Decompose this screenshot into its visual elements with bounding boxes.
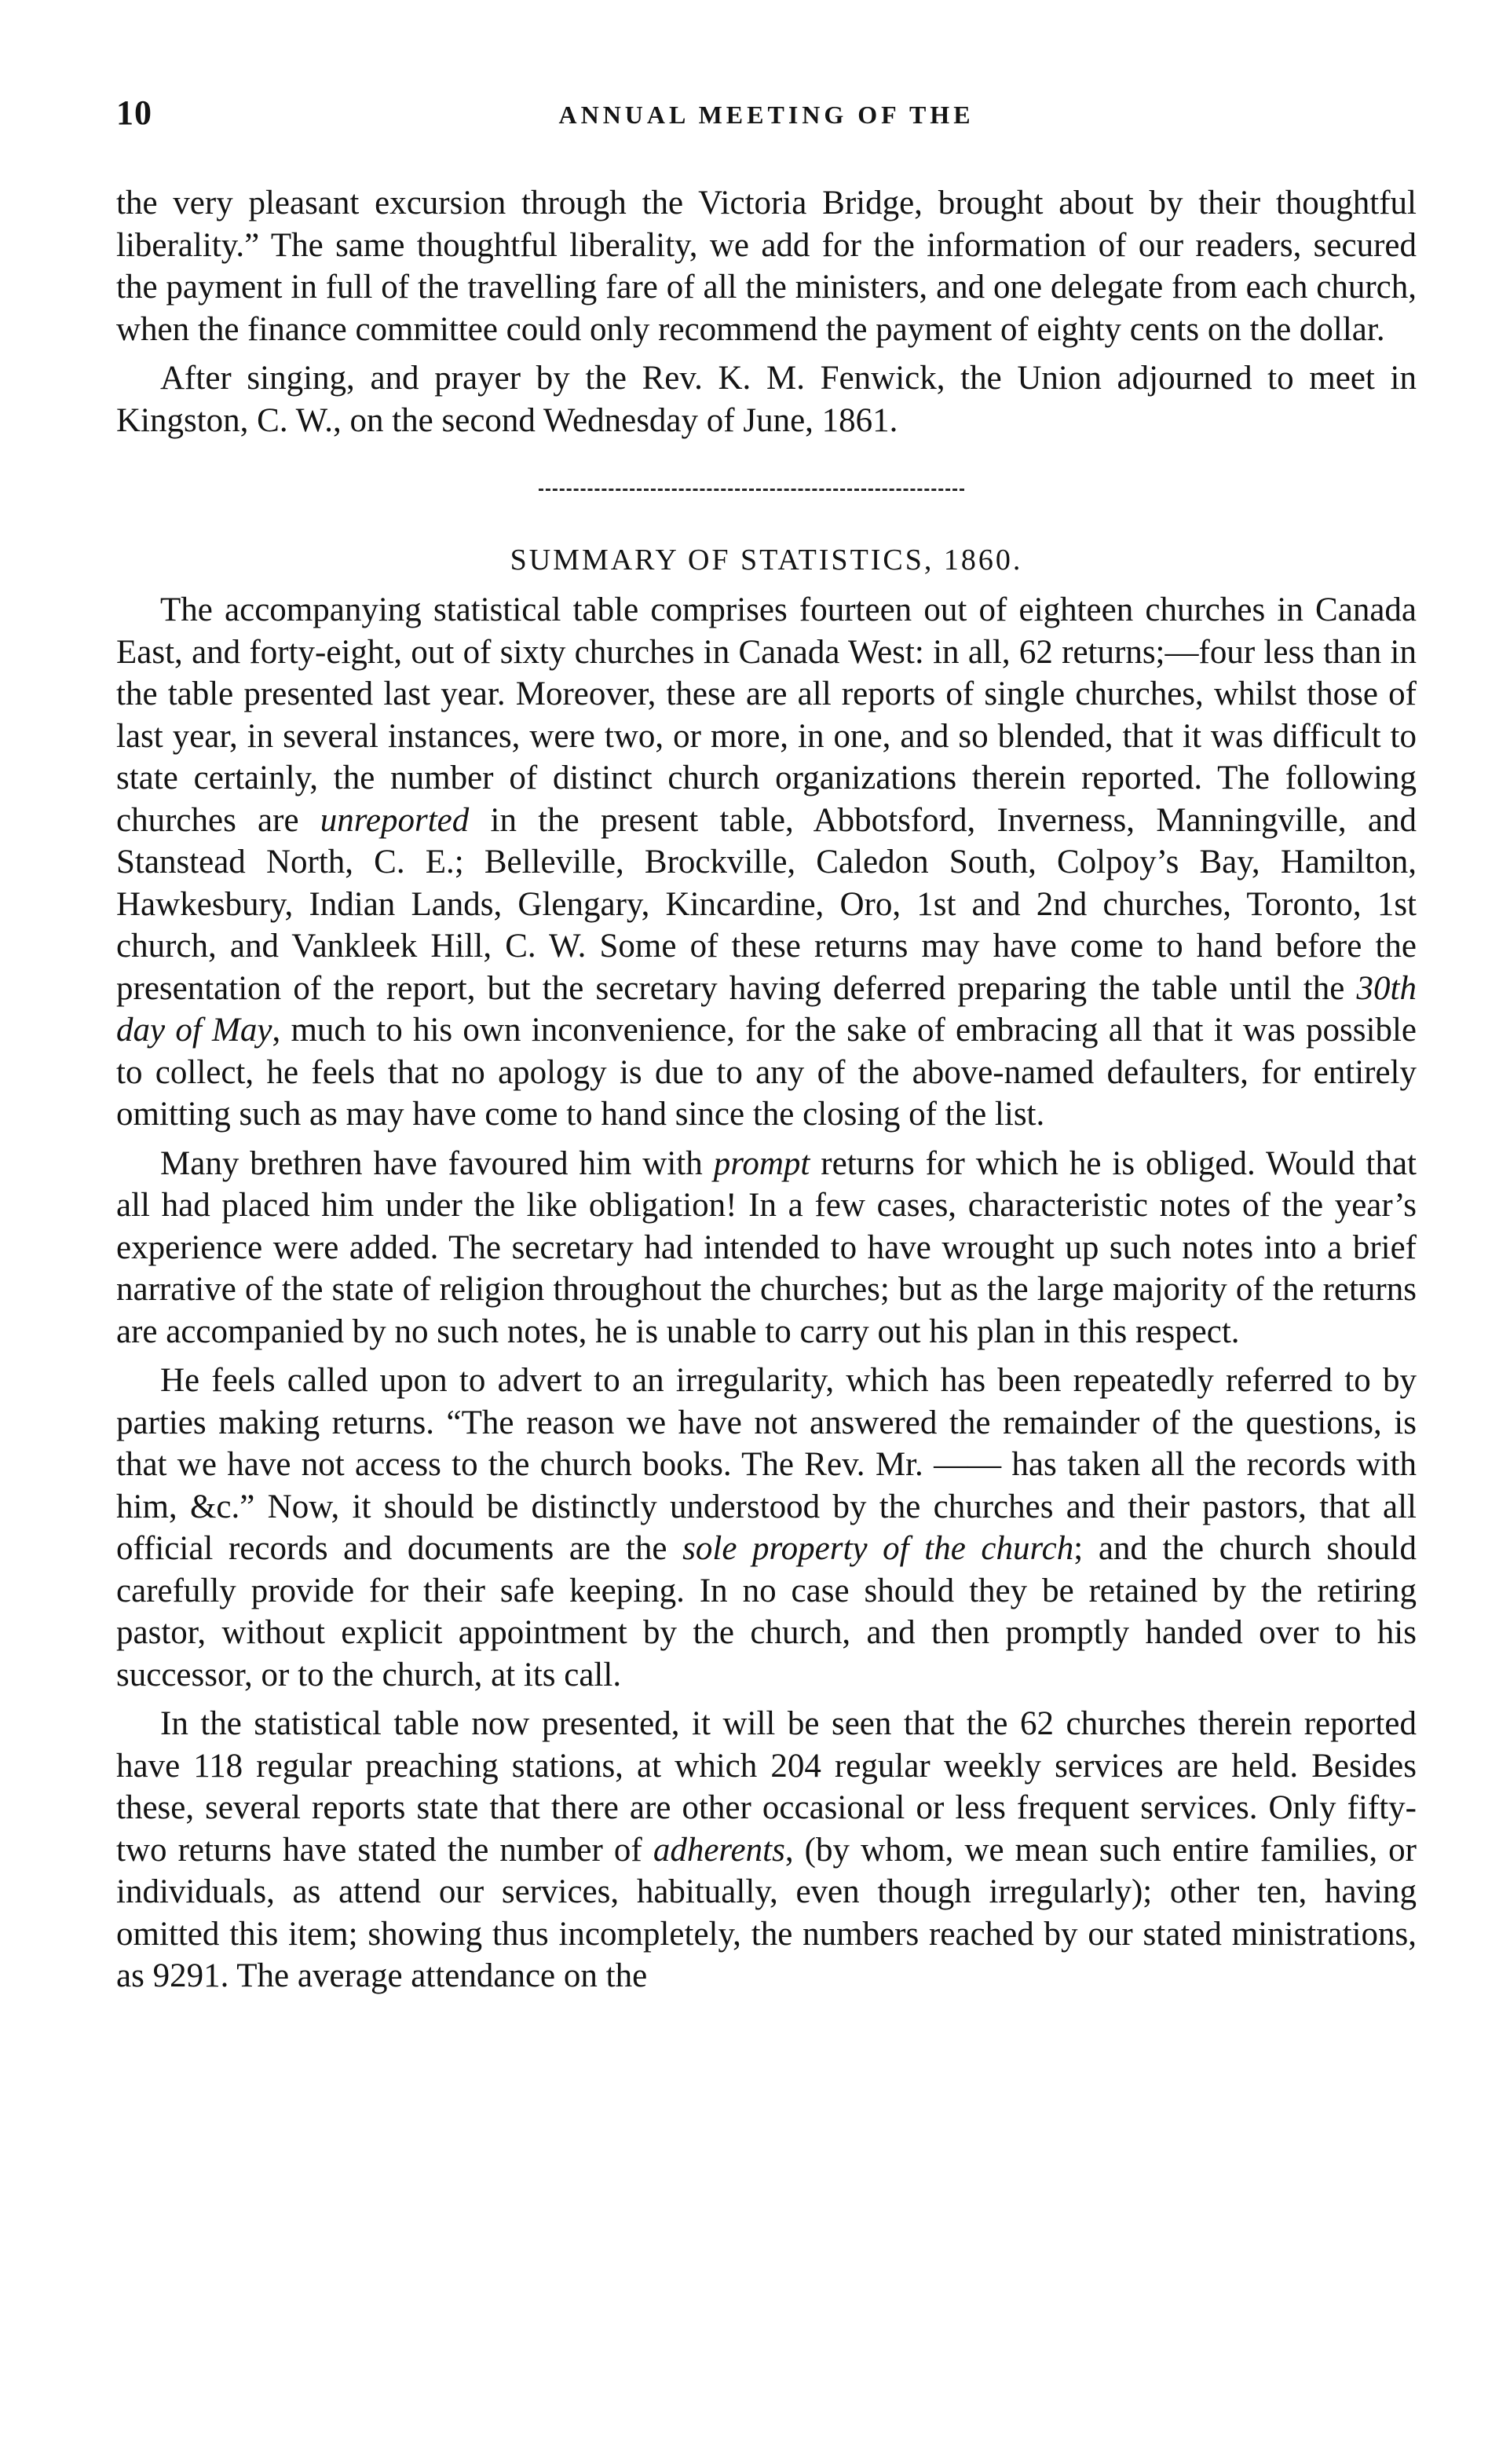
paragraph-statistics-intro: The accompanying statistical table comprises fourteen out of eighteen churches in Canada East, and forty-eight, out of sixty churches in Canada West: in all, 62 returns;—four less than in the table presented last year. Moreover, these are all reports of single churches, whilst those of last year, in several instances, were two, or more, in one, and so blended, that it was difficult to state certainly, the number of distinct church organizations therein reported. The following churches are unreported in the present table, Abbotsford, Inverness, Manningville, and Stanstead North, C. E.; Belleville, Brockville, Caledon South, Colpoy’s Bay, Hamilton, Hawkesbury, Indian Lands, Glengary, Kincardine, Oro, 1st and 2nd churches, Toronto, 1st church, and Vankleek Hill, C. W. Some of these returns may have come to hand before the presentation of the report, but the secretary having deferred preparing the table until the 30th day of May, much to his own inconvenience, for the sake of embracing all that it was possible to collect, he feels that no apology is due to any of the above-named defaulters, for entirely omitting such as may have come to hand since the closing of the list. <box>116 591 1417 1133</box>
emphasis-sole-property: sole property of the church <box>682 1530 1074 1567</box>
paragraph-statistical-table: In the statistical table now presented, it will be seen that the 62 churches therein reported have 118 regular preaching stations, at which 204 regular weekly services are held. Besides these, several reports state that there are other occasional or less frequent services. Only fifty-two returns have stated the number of adherents, (by whom, we mean such entire families, or individuals, as attend our services, habitually, even though irregularly); other ten, having omitted this item; showing thus incompletely, the numbers reached by our stated ministrations, as 9291. The average attendance on the <box>116 1705 1417 1994</box>
dashed-rule <box>539 489 964 491</box>
book-page <box>116 93 1417 1997</box>
paragraph-irregularity: He feels called upon to advert to an irregularity, which has been repeatedly referred to by parties making returns. “The reason we have not answered the remainder of the questions, is that we have not access to the church books. The Rev. Mr. —— has taken all the records with him, &c.” Now, it should be distinctly understood by the churches and their pastors, that all official records and documents are the sole property of the church; and the church should carefully provide for their safe keeping. In no case should they be retained by the retiring pastor, without explicit appointment by the church, and then promptly handed over to his successor, or to the church, at its call. <box>116 1362 1417 1693</box>
emphasis-adherents: adherents <box>653 1831 785 1869</box>
page-number: 10 <box>116 93 152 132</box>
emphasis-unreported: unreported <box>320 801 470 839</box>
paragraph-prompt-returns: Many brethren have favoured him with prompt returns for which he is obliged. Would that all had placed him under the like obligation! In a few cases, characteristic notes of the year’s experience were added. The secretary had intended to have wrought up such notes into a brief narrative of the state of religion throughout the churches; but as the large majority of the returns are accompanied by no such notes, he is unable to carry out his plan in this respect. <box>116 1144 1417 1350</box>
emphasis-prompt: prompt <box>713 1144 810 1182</box>
paragraph-continued: the very pleasant excursion through the Victoria Bridge, brought about by their thoughtful liberality.” The same thoughtful liberality, we add for the information of our readers, secured the payment in full of the travelling fare of all the ministers, and one delegate from each church, when the finance committee could only recommend the payment of eighty cents on the dollar. <box>116 185 1417 348</box>
section-divider <box>116 441 1417 528</box>
section-heading: SUMMARY OF STATISTICS, 1860. <box>510 544 1023 577</box>
running-title: ANNUAL MEETING OF THE <box>558 101 974 129</box>
running-header <box>116 93 1417 140</box>
paragraph-adjournment: After singing, and prayer by the Rev. K. M. Fenwick, the Union adjourned to meet in Kingston, C. W., on the second Wednesday of June, 1861. <box>116 360 1417 439</box>
emphasis-date: 30th day of May <box>116 969 1417 1049</box>
